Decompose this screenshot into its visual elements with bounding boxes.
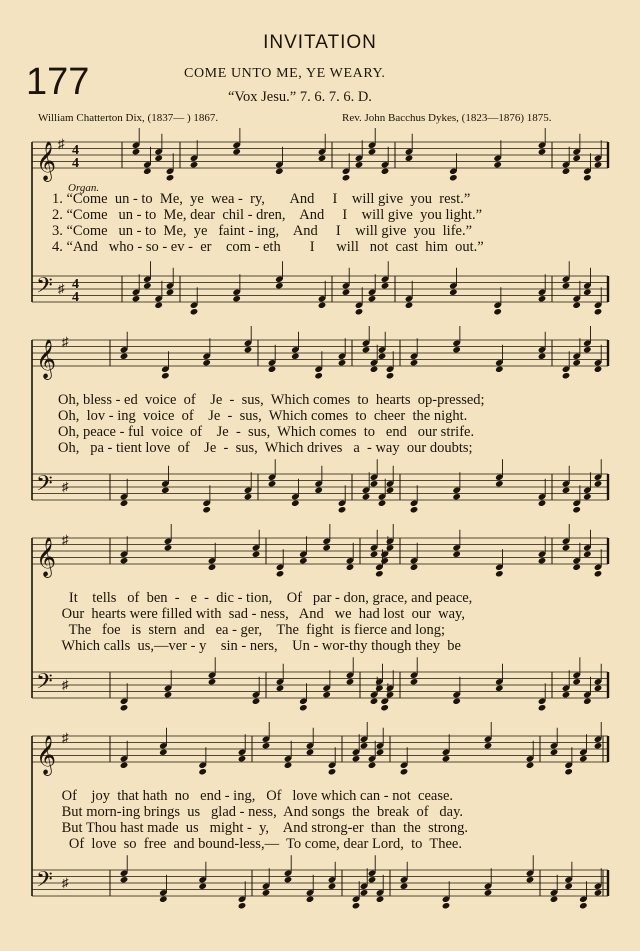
note-head	[291, 353, 300, 360]
bass-staff	[32, 657, 608, 711]
note-head	[405, 155, 414, 162]
note-head	[368, 295, 377, 302]
note-head	[564, 768, 573, 775]
note-head	[594, 308, 603, 315]
note-head	[405, 302, 414, 309]
note-head	[368, 148, 377, 155]
note-head	[583, 289, 592, 296]
note-head	[449, 289, 458, 296]
note-head	[410, 506, 419, 513]
note-head	[370, 480, 379, 487]
music-system-1	[0, 128, 640, 323]
note-head	[143, 168, 152, 175]
treble-clef-icon: 𝄞	[36, 537, 57, 577]
note-head	[579, 902, 588, 909]
note-head	[190, 161, 199, 168]
note-head	[198, 883, 207, 890]
note-head	[386, 544, 395, 551]
note-head	[154, 155, 163, 162]
note-head	[452, 698, 461, 705]
note-head	[352, 755, 361, 762]
note-head	[386, 691, 395, 698]
note-head	[362, 493, 371, 500]
note-head	[526, 876, 535, 883]
note-head	[442, 755, 451, 762]
note-head	[370, 366, 379, 373]
note-head	[495, 366, 504, 373]
note-head	[120, 500, 129, 507]
note-head	[120, 353, 129, 360]
note-head	[202, 506, 211, 513]
music-system-4	[0, 722, 640, 917]
note-head	[202, 359, 211, 366]
note-head	[346, 678, 355, 685]
note-head	[370, 551, 379, 558]
note-head	[376, 749, 385, 756]
note-head	[154, 302, 163, 309]
note-head	[252, 698, 261, 705]
note-head	[244, 346, 253, 353]
note-head	[594, 480, 603, 487]
note-head	[583, 551, 592, 558]
note-head	[583, 698, 592, 705]
note-head	[322, 691, 331, 698]
note-head	[276, 685, 285, 692]
note-head	[342, 289, 351, 296]
note-head	[579, 755, 588, 762]
note-head	[572, 678, 581, 685]
note-head	[380, 557, 389, 564]
note-head	[484, 742, 493, 749]
note-head	[328, 883, 337, 890]
key-signature-sharp-icon: ♯	[62, 334, 69, 349]
note-head	[276, 570, 285, 577]
note-head	[562, 168, 571, 175]
note-head	[299, 557, 308, 564]
note-head	[362, 346, 371, 353]
note-head	[550, 749, 559, 756]
bass-clef-icon: 𝄢	[36, 471, 53, 502]
note-head	[410, 564, 419, 571]
note-head	[594, 161, 603, 168]
note-head	[594, 366, 603, 373]
note-head	[232, 295, 241, 302]
note-head	[368, 876, 377, 883]
composer-credit: Rev. John Bacchus Dykes, (1823—1876) 1875.	[342, 112, 552, 124]
time-signature-icon: 4	[72, 156, 79, 171]
note-head	[493, 161, 502, 168]
tune-meter: “Vox Jesu.” 7. 6. 7. 6. D.	[228, 89, 372, 105]
treble-staff	[32, 722, 608, 776]
note-head	[442, 902, 451, 909]
note-head	[410, 678, 419, 685]
lyrics-block	[58, 392, 606, 456]
note-head	[572, 302, 581, 309]
hymn-header	[0, 0, 640, 135]
note-head	[275, 168, 284, 175]
time-signature-icon: 4	[72, 290, 79, 305]
note-head	[318, 302, 327, 309]
note-head	[166, 174, 175, 181]
note-head	[526, 762, 535, 769]
note-head	[232, 148, 241, 155]
note-head	[380, 704, 389, 711]
note-head	[370, 698, 379, 705]
note-head	[550, 896, 559, 903]
note-head	[132, 148, 141, 155]
note-head	[164, 691, 173, 698]
note-head	[452, 346, 461, 353]
note-head	[378, 500, 387, 507]
lyric-line: The foe is stern and ea - ger, The fight is fierce and long;	[58, 622, 446, 638]
note-head	[328, 768, 337, 775]
note-head	[572, 359, 581, 366]
lyric-line: 3. “Come un - to Me, ye faint - ing, And I will give you life.”	[52, 223, 473, 239]
music-system-2	[0, 326, 640, 521]
bass-staff	[32, 261, 608, 315]
note-head	[538, 500, 547, 507]
note-head	[352, 902, 361, 909]
note-head	[284, 876, 293, 883]
note-head	[132, 295, 141, 302]
note-head	[161, 487, 170, 494]
lyric-line: Of joy that hath no end - ing, Of love which can - not cease.	[58, 788, 454, 804]
note-head	[562, 691, 571, 698]
lyric-line: 2. “Come un - to Me, dear chil - dren, And I will give you light.”	[52, 207, 483, 223]
key-signature-sharp-icon: ♯	[58, 281, 65, 296]
note-head	[161, 372, 170, 379]
note-head	[159, 896, 168, 903]
note-head	[572, 506, 581, 513]
lyric-line: But morn-ing brings us glad - ness, And songs the break of day.	[58, 804, 464, 820]
note-head	[572, 564, 581, 571]
note-head	[208, 564, 217, 571]
note-head	[318, 155, 327, 162]
note-head	[306, 749, 315, 756]
note-head	[452, 551, 461, 558]
note-head	[594, 742, 603, 749]
lyrics-block	[52, 191, 600, 255]
note-head	[381, 168, 390, 175]
note-head	[355, 161, 364, 168]
note-head	[159, 749, 168, 756]
note-head	[262, 742, 271, 749]
note-head	[190, 308, 199, 315]
bass-clef-icon: 𝄢	[36, 669, 53, 700]
note-head	[299, 704, 308, 711]
treble-staff	[32, 326, 608, 380]
note-head	[538, 295, 547, 302]
note-head	[166, 289, 175, 296]
key-signature-sharp-icon: ♯	[58, 136, 65, 151]
note-head	[538, 704, 547, 711]
note-head	[275, 282, 284, 289]
note-head	[381, 282, 390, 289]
note-head	[375, 570, 384, 577]
note-head	[562, 372, 571, 379]
note-head	[338, 359, 347, 366]
treble-clef-icon: 𝄞	[36, 339, 57, 379]
treble-staff	[32, 524, 608, 578]
note-head	[583, 346, 592, 353]
note-head	[572, 155, 581, 162]
note-head	[368, 762, 377, 769]
note-head	[252, 551, 261, 558]
note-head	[583, 174, 592, 181]
note-head	[314, 372, 323, 379]
note-head	[562, 544, 571, 551]
note-head	[493, 308, 502, 315]
note-head	[484, 889, 493, 896]
note-head	[375, 685, 384, 692]
note-head	[452, 493, 461, 500]
note-head	[355, 308, 364, 315]
note-head	[120, 876, 129, 883]
note-head	[322, 544, 331, 551]
note-head	[346, 564, 355, 571]
lyric-line: Of love so free and bound-less,— To come, dear Lord, to Thee.	[58, 836, 462, 852]
bass-clef-icon: 𝄢	[36, 273, 53, 304]
note-head	[564, 883, 573, 890]
note-head	[143, 282, 152, 289]
lyric-line: Oh, lov - ing voice of Je - sus, Which comes to cheer the night.	[58, 408, 468, 424]
note-head	[238, 755, 247, 762]
treble-clef-icon: 𝄞	[36, 141, 57, 181]
note-head	[268, 480, 277, 487]
note-head	[360, 742, 369, 749]
treble-staff	[32, 128, 608, 182]
note-head	[238, 902, 247, 909]
note-head	[495, 480, 504, 487]
note-head	[594, 685, 603, 692]
note-head	[538, 353, 547, 360]
organ-label: Organ.	[68, 182, 100, 194]
note-head	[449, 174, 458, 181]
lyric-line: Oh, peace - ful voice of Je - sus, Which comes to end our strife.	[58, 424, 475, 440]
section-title: INVITATION	[263, 32, 377, 53]
note-head	[410, 359, 419, 366]
lyric-line: 4. “And who - so - ev - er com - eth I will not cast him out.”	[52, 239, 484, 255]
key-signature-sharp-icon: ♯	[62, 677, 69, 692]
note-head	[198, 768, 207, 775]
time-signature-icon: 4	[72, 277, 79, 292]
key-signature-sharp-icon: ♯	[62, 532, 69, 547]
note-head	[120, 557, 129, 564]
hymn-number: 177	[26, 61, 90, 103]
note-head	[538, 557, 547, 564]
note-head	[268, 366, 277, 373]
lyric-line: It tells of ben - e - dic - tion, Of par - don, grace, and peace,	[58, 590, 473, 606]
note-head	[386, 487, 395, 494]
note-head	[164, 544, 173, 551]
note-head	[120, 762, 129, 769]
note-head	[291, 500, 300, 507]
key-signature-sharp-icon: ♯	[62, 875, 69, 890]
note-head	[594, 889, 603, 896]
note-head	[386, 372, 395, 379]
lyrics-block	[58, 590, 606, 654]
note-head	[495, 685, 504, 692]
bass-clef-icon: 𝄢	[36, 867, 53, 898]
note-head	[562, 282, 571, 289]
note-head	[314, 487, 323, 494]
key-signature-sharp-icon: ♯	[62, 479, 69, 494]
lyric-line: Which calls us,—ver - y sin - ners, Un - wor-thy though they be	[58, 638, 461, 654]
lyric-line: Our hearts were filled with sad - ness, And we had lost our way,	[58, 606, 465, 622]
lyrics-block	[58, 788, 606, 852]
note-head	[378, 353, 387, 360]
hymn-title: COME UNTO ME, YE WEARY.	[184, 66, 386, 81]
note-head	[120, 704, 129, 711]
note-head	[400, 883, 409, 890]
lyric-line: But Thou hast made us might - y, And strong-er than the strong.	[58, 820, 468, 836]
lyric-line: 1. “Come un - to Me, ye wea - ry, And I will give you rest.”	[52, 191, 471, 207]
lyric-line: Oh, pa - tient love of Je - sus, Which drives a - way our doubts;	[58, 440, 473, 456]
note-head	[284, 762, 293, 769]
note-head	[342, 174, 351, 181]
key-signature-sharp-icon: ♯	[62, 730, 69, 745]
note-head	[538, 148, 547, 155]
note-head	[400, 768, 409, 775]
note-head	[583, 493, 592, 500]
author-credit: William Chatterton Dix, (1837— ) 1867.	[38, 112, 219, 124]
treble-clef-icon: 𝄞	[36, 735, 57, 775]
music-system-3	[0, 524, 640, 719]
note-head	[208, 678, 217, 685]
time-signature-icon: 4	[72, 143, 79, 158]
note-head	[262, 889, 271, 896]
note-head	[338, 506, 347, 513]
note-head	[594, 570, 603, 577]
note-head	[495, 570, 504, 577]
bass-staff	[32, 855, 608, 909]
note-head	[562, 487, 571, 494]
note-head	[244, 493, 253, 500]
note-head	[306, 896, 315, 903]
note-head	[360, 889, 369, 896]
note-head	[376, 896, 385, 903]
bass-staff	[32, 459, 608, 513]
lyric-line: Oh, bless - ed voice of Je - sus, Which comes to hearts op-pressed;	[58, 392, 485, 408]
